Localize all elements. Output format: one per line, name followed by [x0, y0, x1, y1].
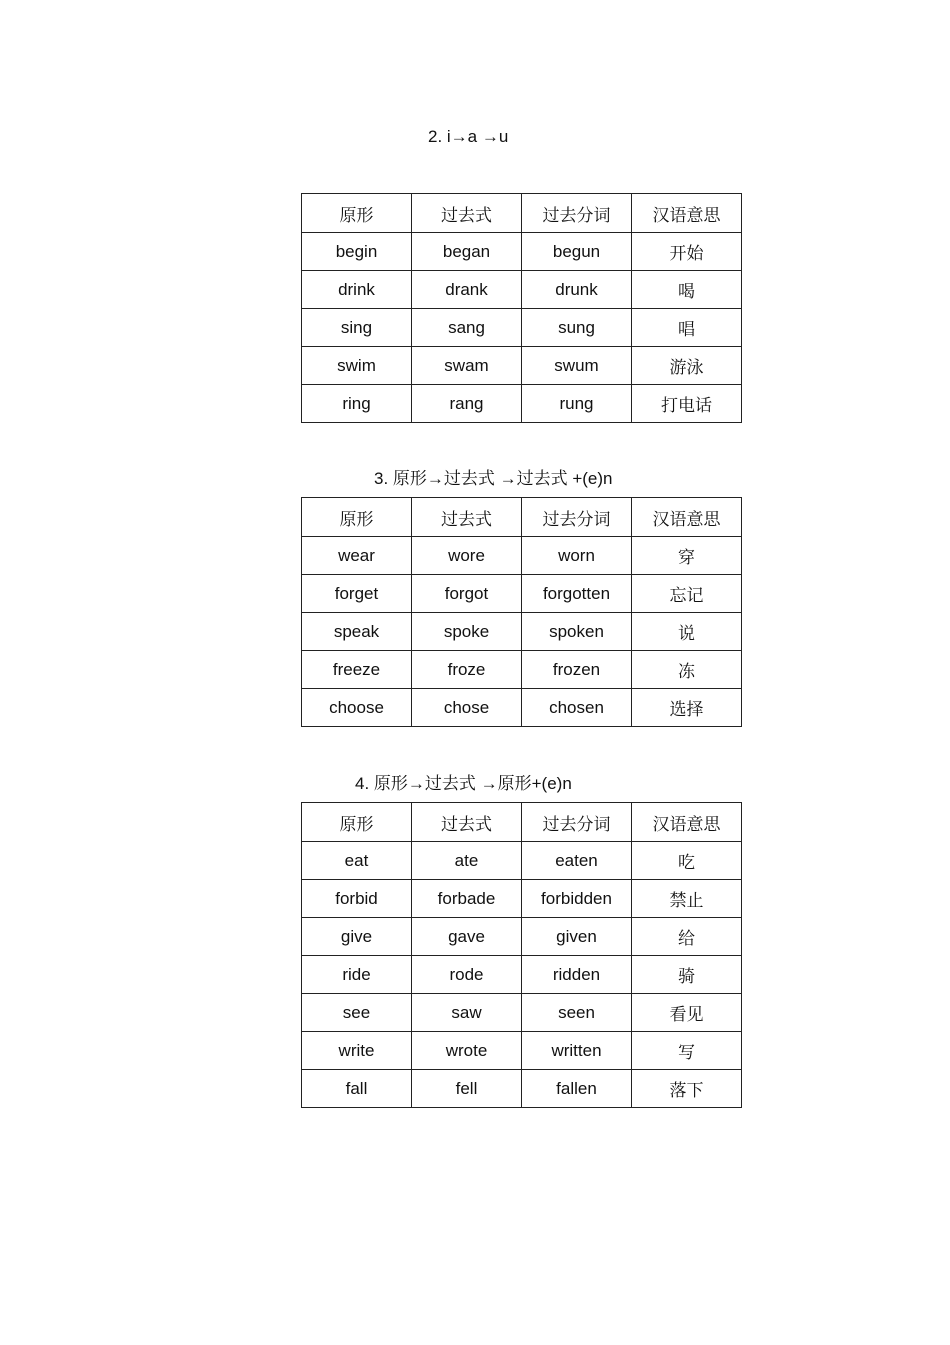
- cell-past-tense: began: [412, 233, 522, 271]
- cell-base-form: ring: [302, 385, 412, 423]
- cell-past-tense: sang: [412, 309, 522, 347]
- cell-base-form: begin: [302, 233, 412, 271]
- header-past-tense: 过去式: [412, 194, 522, 233]
- table-row: [302, 233, 742, 271]
- cell-past-tense: rode: [412, 956, 522, 994]
- table-row: [302, 309, 742, 347]
- cell-past-tense: swam: [412, 347, 522, 385]
- cell-base-form: write: [302, 1032, 412, 1070]
- cell-past-tense: drank: [412, 271, 522, 309]
- cell-past-tense: forgot: [412, 575, 522, 613]
- table-row: [302, 880, 742, 918]
- cell-past-tense: saw: [412, 994, 522, 1032]
- cell-base-form: drink: [302, 271, 412, 309]
- cell-past-participle: spoken: [522, 613, 632, 651]
- section-heading-2: 2. i→a →u: [428, 127, 509, 146]
- cell-past-participle: rung: [522, 385, 632, 423]
- cell-chinese-meaning: 吃: [632, 842, 742, 880]
- cell-chinese-meaning: 给: [632, 918, 742, 956]
- cell-past-tense: gave: [412, 918, 522, 956]
- cell-chinese-meaning: 骑: [632, 956, 742, 994]
- cell-base-form: freeze: [302, 651, 412, 689]
- cell-past-participle: frozen: [522, 651, 632, 689]
- cell-past-participle: begun: [522, 233, 632, 271]
- cell-past-tense: chose: [412, 689, 522, 727]
- header-base-form: 原形: [302, 498, 412, 537]
- cell-base-form: choose: [302, 689, 412, 727]
- cell-past-participle: drunk: [522, 271, 632, 309]
- cell-chinese-meaning: 开始: [632, 233, 742, 271]
- table-row: [302, 842, 742, 880]
- cell-base-form: sing: [302, 309, 412, 347]
- table-row: [302, 651, 742, 689]
- header-base-form: 原形: [302, 803, 412, 842]
- table-row: [302, 956, 742, 994]
- cell-chinese-meaning: 打电话: [632, 385, 742, 423]
- cell-chinese-meaning: 禁止: [632, 880, 742, 918]
- verb-table-3: [301, 497, 742, 727]
- verb-table-2: [301, 193, 742, 423]
- cell-chinese-meaning: 穿: [632, 537, 742, 575]
- cell-past-participle: written: [522, 1032, 632, 1070]
- cell-past-participle: given: [522, 918, 632, 956]
- header-past-tense: 过去式: [412, 803, 522, 842]
- table-row: [302, 918, 742, 956]
- cell-chinese-meaning: 说: [632, 613, 742, 651]
- cell-past-participle: swum: [522, 347, 632, 385]
- cell-base-form: give: [302, 918, 412, 956]
- cell-chinese-meaning: 落下: [632, 1070, 742, 1108]
- table-header-row: [302, 498, 742, 537]
- table-row: [302, 1070, 742, 1108]
- cell-chinese-meaning: 冻: [632, 651, 742, 689]
- cell-base-form: eat: [302, 842, 412, 880]
- cell-past-tense: forbade: [412, 880, 522, 918]
- cell-past-participle: worn: [522, 537, 632, 575]
- cell-past-tense: fell: [412, 1070, 522, 1108]
- table-row: [302, 1032, 742, 1070]
- cell-chinese-meaning: 选择: [632, 689, 742, 727]
- cell-chinese-meaning: 游泳: [632, 347, 742, 385]
- header-base-form: 原形: [302, 194, 412, 233]
- table-row: [302, 994, 742, 1032]
- table-row: [302, 613, 742, 651]
- table-row: [302, 575, 742, 613]
- cell-base-form: ride: [302, 956, 412, 994]
- cell-base-form: swim: [302, 347, 412, 385]
- cell-past-tense: wrote: [412, 1032, 522, 1070]
- cell-base-form: forget: [302, 575, 412, 613]
- cell-past-tense: ate: [412, 842, 522, 880]
- cell-base-form: see: [302, 994, 412, 1032]
- header-past-participle: 过去分词: [522, 803, 632, 842]
- verb-table-4: [301, 802, 742, 1108]
- cell-past-tense: froze: [412, 651, 522, 689]
- table-row: [302, 385, 742, 423]
- cell-past-participle: forgotten: [522, 575, 632, 613]
- cell-base-form: forbid: [302, 880, 412, 918]
- cell-past-participle: chosen: [522, 689, 632, 727]
- cell-past-participle: forbidden: [522, 880, 632, 918]
- cell-past-participle: eaten: [522, 842, 632, 880]
- table-header-row: [302, 803, 742, 842]
- cell-past-participle: fallen: [522, 1070, 632, 1108]
- table-row: [302, 689, 742, 727]
- section-heading-4: 4. 原形→过去式 →原形+(e)n: [355, 774, 572, 793]
- cell-past-tense: wore: [412, 537, 522, 575]
- table-row: [302, 271, 742, 309]
- cell-past-tense: spoke: [412, 613, 522, 651]
- cell-chinese-meaning: 看见: [632, 994, 742, 1032]
- header-past-tense: 过去式: [412, 498, 522, 537]
- table-header-row: [302, 194, 742, 233]
- header-past-participle: 过去分词: [522, 194, 632, 233]
- cell-base-form: fall: [302, 1070, 412, 1108]
- cell-chinese-meaning: 唱: [632, 309, 742, 347]
- cell-base-form: speak: [302, 613, 412, 651]
- cell-chinese-meaning: 写: [632, 1032, 742, 1070]
- cell-past-tense: rang: [412, 385, 522, 423]
- header-chinese-meaning: 汉语意思: [632, 194, 742, 233]
- cell-base-form: wear: [302, 537, 412, 575]
- cell-chinese-meaning: 忘记: [632, 575, 742, 613]
- table-row: [302, 347, 742, 385]
- header-chinese-meaning: 汉语意思: [632, 803, 742, 842]
- header-chinese-meaning: 汉语意思: [632, 498, 742, 537]
- cell-past-participle: sung: [522, 309, 632, 347]
- cell-past-participle: seen: [522, 994, 632, 1032]
- cell-chinese-meaning: 喝: [632, 271, 742, 309]
- cell-past-participle: ridden: [522, 956, 632, 994]
- table-row: [302, 537, 742, 575]
- section-heading-3: 3. 原形→过去式 →过去式 +(e)n: [374, 469, 613, 488]
- header-past-participle: 过去分词: [522, 498, 632, 537]
